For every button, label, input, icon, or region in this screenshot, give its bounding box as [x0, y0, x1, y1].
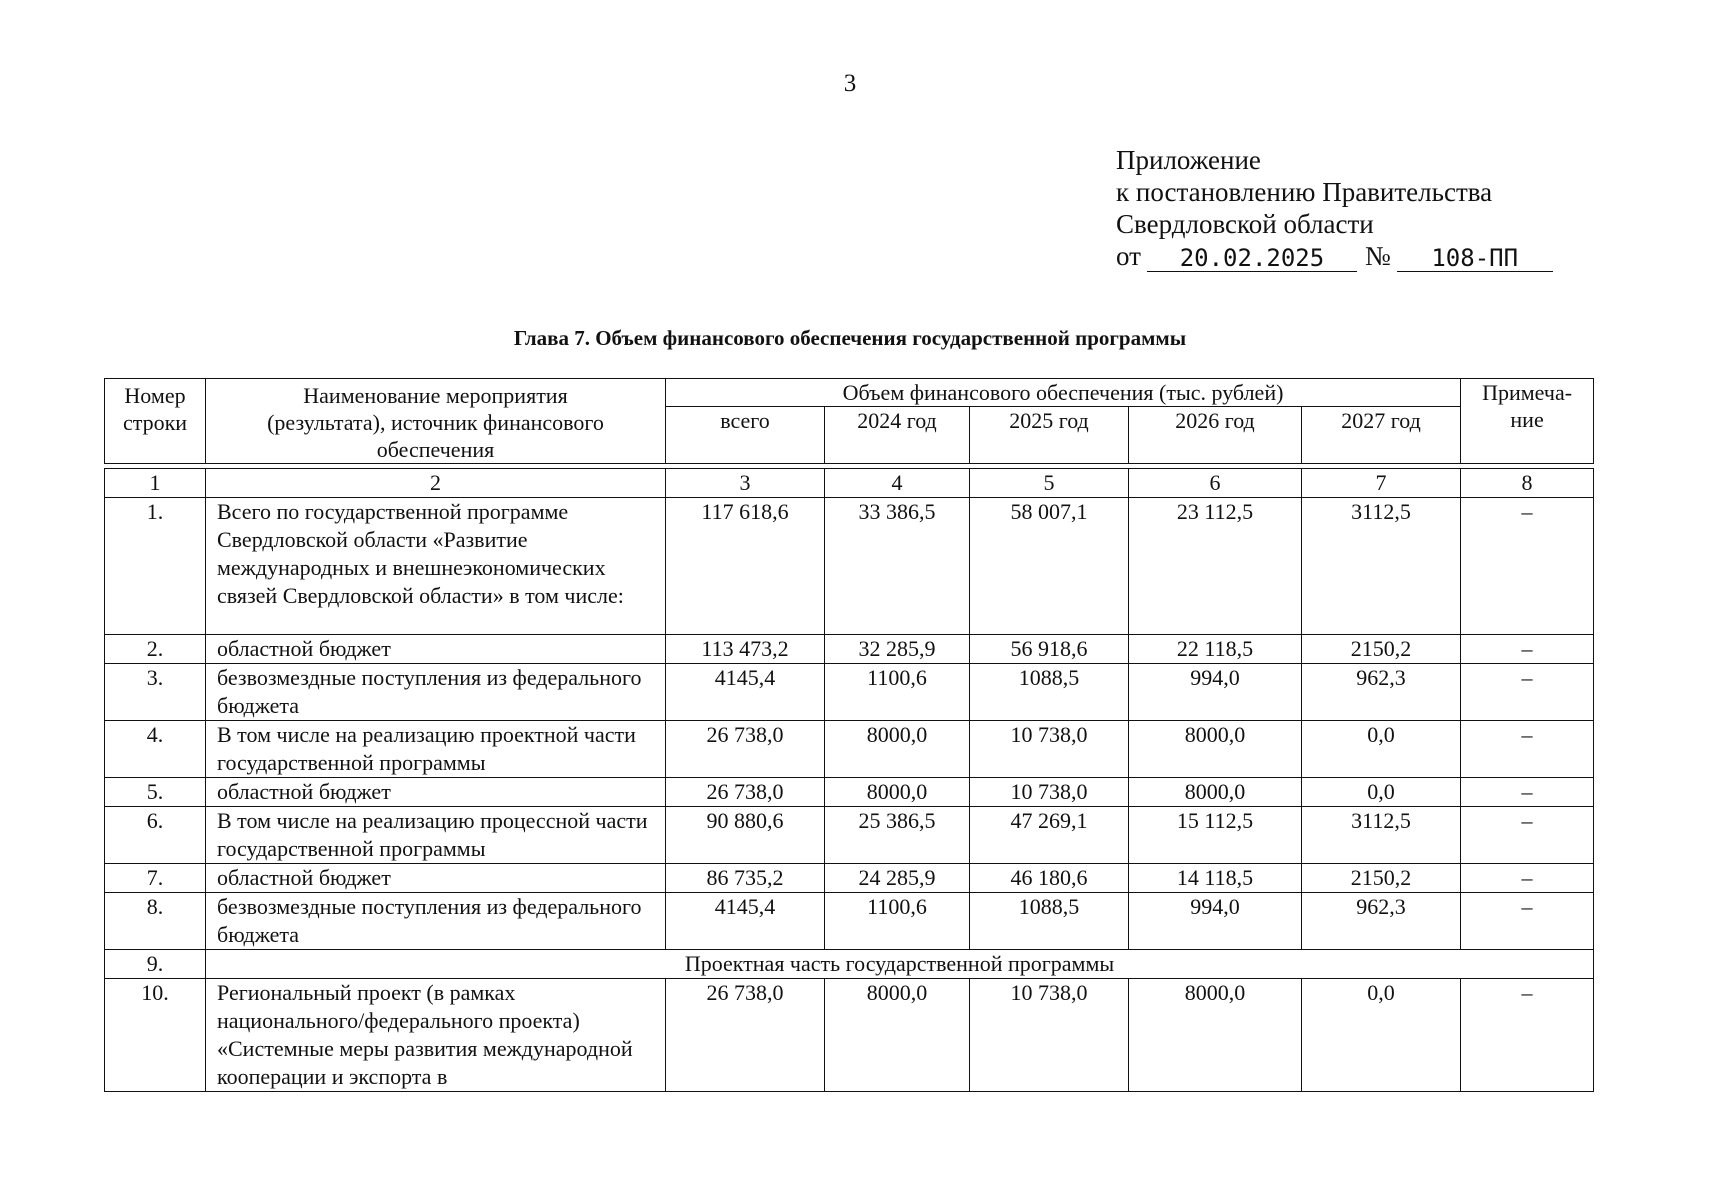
row-2027: 2150,2: [1302, 864, 1461, 893]
appendix-sign-line: [1116, 240, 1553, 272]
header-2025: 2025 год: [970, 407, 1129, 464]
row-2024: 1100,6: [825, 664, 970, 721]
row-name: В том числе на реализацию проектной части государственной программы: [206, 721, 666, 778]
row-2027: 3112,5: [1302, 498, 1461, 635]
row-2026: 22 118,5: [1129, 635, 1302, 664]
row-2024: 8000,0: [825, 778, 970, 807]
appendix-line-1: Приложение: [1116, 145, 1261, 175]
header-volume: Объем финансового обеспечения (тыс. рублей): [666, 379, 1461, 407]
table-row: [105, 498, 1594, 635]
header-note: Примеча-ние: [1461, 379, 1594, 464]
row-2025: 46 180,6: [970, 864, 1129, 893]
row-note: –: [1461, 979, 1594, 1092]
row-number: 1.: [105, 498, 206, 635]
header-total: всего: [666, 407, 825, 464]
row-number: 4.: [105, 721, 206, 778]
row-note: –: [1461, 778, 1594, 807]
row-number: 10.: [105, 979, 206, 1092]
section-row: [105, 950, 1594, 979]
row-name: безвозмездные поступления из федерального бюджета: [206, 893, 666, 950]
row-name: В том числе на реализацию процессной части государственной программы: [206, 807, 666, 864]
row-name: областной бюджет: [206, 864, 666, 893]
colnum-2: 2: [206, 469, 666, 498]
section-title: Проектная часть государственной программы: [206, 950, 1594, 979]
row-name: Всего по государственной программе Свердловской области «Развитие международных и внешнеэкономических связей Свердловской области» в том числе:: [206, 498, 666, 635]
row-2024: 8000,0: [825, 979, 970, 1092]
row-2024: 24 285,9: [825, 864, 970, 893]
table-header: [104, 378, 1594, 464]
row-2027: 0,0: [1302, 778, 1461, 807]
row-note: –: [1461, 721, 1594, 778]
table-row: [105, 664, 1594, 721]
header-row-number: Номер строки: [105, 379, 206, 464]
row-2026: 15 112,5: [1129, 807, 1302, 864]
row-2024: 8000,0: [825, 721, 970, 778]
appendix-line-3: Свердловской области: [1116, 209, 1374, 239]
row-2027: 962,3: [1302, 893, 1461, 950]
chapter-title: Глава 7. Объем финансового обеспечения государственной программы: [513, 326, 1187, 350]
row-total: 113 473,2: [666, 635, 825, 664]
row-total: 26 738,0: [666, 778, 825, 807]
appendix-line-2: к постановлению Правительства: [1116, 177, 1493, 207]
row-total: 4145,4: [666, 893, 825, 950]
table-row: [105, 807, 1594, 864]
header-2027: 2027 год: [1302, 407, 1461, 464]
row-2024: 25 386,5: [825, 807, 970, 864]
row-2025: 56 918,6: [970, 635, 1129, 664]
colnum-4: 4: [825, 469, 970, 498]
row-name: областной бюджет: [206, 635, 666, 664]
row-2025: 10 738,0: [970, 721, 1129, 778]
colnum-7: 7: [1302, 469, 1461, 498]
row-name: безвозмездные поступления из федерального бюджета: [206, 664, 666, 721]
row-note: –: [1461, 664, 1594, 721]
row-2026: 23 112,5: [1129, 498, 1302, 635]
row-total: 117 618,6: [666, 498, 825, 635]
row-2027: 962,3: [1302, 664, 1461, 721]
row-name: областной бюджет: [206, 778, 666, 807]
table-row: [105, 635, 1594, 664]
row-total: 26 738,0: [666, 979, 825, 1092]
row-name: Региональный проект (в рамках национального/федерального проекта) «Системные меры развития международной кооперации и экспорта в: [206, 979, 666, 1092]
table-row: [105, 778, 1594, 807]
row-2025: 47 269,1: [970, 807, 1129, 864]
row-number: 8.: [105, 893, 206, 950]
row-number: 6.: [105, 807, 206, 864]
row-2027: 0,0: [1302, 721, 1461, 778]
row-2025: 10 738,0: [970, 979, 1129, 1092]
row-2026: 14 118,5: [1129, 864, 1302, 893]
header-name: Наименование мероприятия (результата), источник финансового обеспечения: [206, 379, 666, 464]
row-2026: 8000,0: [1129, 979, 1302, 1092]
colnum-8: 8: [1461, 469, 1594, 498]
row-2027: 2150,2: [1302, 635, 1461, 664]
row-note: –: [1461, 893, 1594, 950]
header-2024: 2024 год: [825, 407, 970, 464]
row-number: 5.: [105, 778, 206, 807]
row-2026: 994,0: [1129, 664, 1302, 721]
row-2026: 994,0: [1129, 893, 1302, 950]
row-total: 4145,4: [666, 664, 825, 721]
row-2025: 58 007,1: [970, 498, 1129, 635]
row-2024: 32 285,9: [825, 635, 970, 664]
from-label: от: [1116, 241, 1141, 271]
row-2024: 33 386,5: [825, 498, 970, 635]
table-row: [105, 864, 1594, 893]
row-2024: 1100,6: [825, 893, 970, 950]
row-note: –: [1461, 807, 1594, 864]
row-number: 2.: [105, 635, 206, 664]
colnum-5: 5: [970, 469, 1129, 498]
row-2025: 1088,5: [970, 893, 1129, 950]
table-row: [105, 979, 1594, 1092]
appendix-block: [1116, 144, 1553, 272]
row-number: 3.: [105, 664, 206, 721]
resolution-date: 20.02.2025: [1147, 245, 1357, 272]
row-number: 7.: [105, 864, 206, 893]
row-total: 86 735,2: [666, 864, 825, 893]
row-note: –: [1461, 864, 1594, 893]
number-label: №: [1364, 241, 1391, 271]
row-2027: 0,0: [1302, 979, 1461, 1092]
table-row: [105, 893, 1594, 950]
row-2026: 8000,0: [1129, 778, 1302, 807]
row-2025: 10 738,0: [970, 778, 1129, 807]
resolution-number: 108-ПП: [1397, 245, 1553, 272]
row-note: –: [1461, 498, 1594, 635]
row-number: 9.: [105, 950, 206, 979]
row-2026: 8000,0: [1129, 721, 1302, 778]
row-total: 26 738,0: [666, 721, 825, 778]
colnum-3: 3: [666, 469, 825, 498]
row-2027: 3112,5: [1302, 807, 1461, 864]
financing-table: [104, 468, 1594, 1092]
colnum-6: 6: [1129, 469, 1302, 498]
row-2025: 1088,5: [970, 664, 1129, 721]
row-total: 90 880,6: [666, 807, 825, 864]
page-number: 3: [843, 70, 857, 97]
row-note: –: [1461, 635, 1594, 664]
table-row: [105, 721, 1594, 778]
column-numbers-row: [105, 469, 1594, 498]
colnum-1: 1: [105, 469, 206, 498]
header-2026: 2026 год: [1129, 407, 1302, 464]
